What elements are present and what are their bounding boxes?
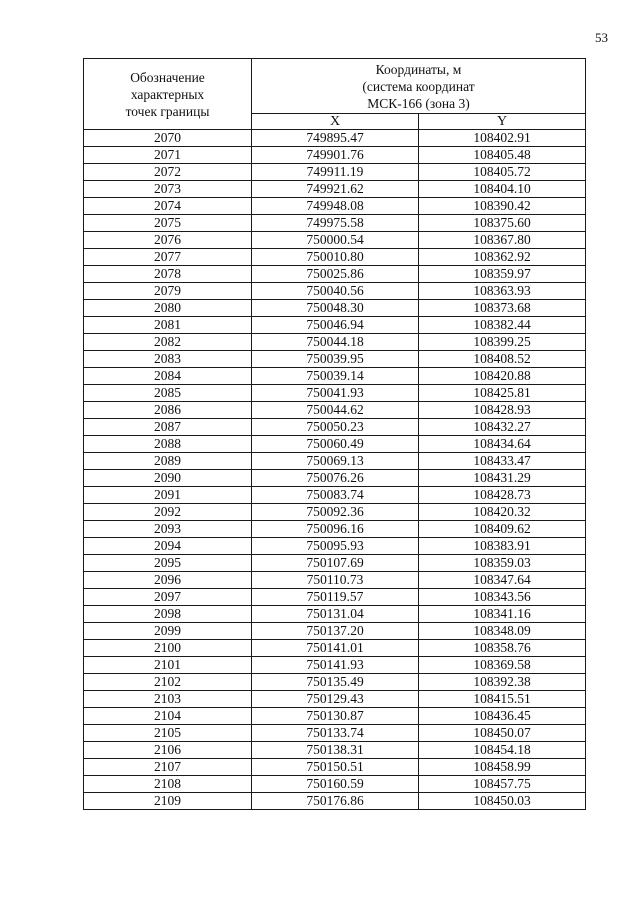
y-coordinate-cell: 108408.52 [419,351,586,368]
point-number-cell: 2097 [84,589,252,606]
point-number-cell: 2092 [84,504,252,521]
table-row [84,351,586,368]
point-number-cell: 2086 [84,402,252,419]
coordinates-table [83,58,586,810]
x-coordinate-cell: 750039.14 [252,368,419,385]
table-row [84,300,586,317]
y-coordinate-cell: 108367.80 [419,232,586,249]
x-coordinate-cell: 750110.73 [252,572,419,589]
point-number-cell: 2070 [84,130,252,147]
table-row [84,555,586,572]
y-coordinate-cell: 108404.10 [419,181,586,198]
y-coordinate-cell: 108457.75 [419,776,586,793]
y-coordinate-cell: 108450.03 [419,793,586,810]
point-number-cell: 2083 [84,351,252,368]
designation-header-line: точек границы [125,103,210,119]
x-coordinate-cell: 750069.13 [252,453,419,470]
x-coordinate-cell: 750000.54 [252,232,419,249]
point-number-cell: 2075 [84,215,252,232]
page-number: 53 [595,30,608,45]
y-coordinate-cell: 108420.88 [419,368,586,385]
y-coordinate-cell: 108390.42 [419,198,586,215]
point-number-cell: 2102 [84,674,252,691]
point-number-cell: 2106 [84,742,252,759]
y-coordinate-cell: 108348.09 [419,623,586,640]
point-number-cell: 2084 [84,368,252,385]
coordinates-header [252,59,586,114]
x-coordinate-cell: 750130.87 [252,708,419,725]
table-row [84,589,586,606]
x-coordinate-cell: 750150.51 [252,759,419,776]
table-row [84,453,586,470]
table-row [84,487,586,504]
table-row [84,164,586,181]
y-coordinate-cell: 108347.64 [419,572,586,589]
table-row [84,283,586,300]
table-row [84,317,586,334]
x-coordinate-cell: 750048.30 [252,300,419,317]
y-coordinate-cell: 108428.73 [419,487,586,504]
x-coordinate-cell: 750025.86 [252,266,419,283]
x-coordinate-cell: 749901.76 [252,147,419,164]
designation-header-line: характерных [130,86,205,102]
point-number-cell: 2073 [84,181,252,198]
point-number-cell: 2109 [84,793,252,810]
x-coordinate-cell: 750176.86 [252,793,419,810]
x-coordinate-cell: 750131.04 [252,606,419,623]
x-coordinate-cell: 749911.19 [252,164,419,181]
y-coordinate-cell: 108450.07 [419,725,586,742]
point-number-cell: 2101 [84,657,252,674]
y-coordinate-cell: 108383.91 [419,538,586,555]
point-number-cell: 2088 [84,436,252,453]
table-row [84,249,586,266]
table-row [84,147,586,164]
x-coordinate-cell: 750119.57 [252,589,419,606]
x-coordinate-cell: 749975.58 [252,215,419,232]
x-coordinate-cell: 750092.36 [252,504,419,521]
x-coordinate-cell: 750050.23 [252,419,419,436]
x-coordinate-cell: 750083.74 [252,487,419,504]
table-row [84,538,586,555]
table-row [84,470,586,487]
table-row [84,640,586,657]
table-row [84,419,586,436]
point-number-cell: 2094 [84,538,252,555]
y-column-header: Y [419,114,586,130]
y-coordinate-cell: 108359.03 [419,555,586,572]
point-number-cell: 2080 [84,300,252,317]
x-coordinate-cell: 750076.26 [252,470,419,487]
table-row [84,674,586,691]
x-coordinate-cell: 750046.94 [252,317,419,334]
coordinates-header-line: МСК-166 (зона 3) [367,95,470,111]
x-column-header: X [252,114,419,130]
y-coordinate-cell: 108405.48 [419,147,586,164]
point-number-cell: 2081 [84,317,252,334]
y-coordinate-cell: 108359.97 [419,266,586,283]
table-body [84,130,586,810]
point-number-cell: 2096 [84,572,252,589]
point-number-cell: 2105 [84,725,252,742]
y-coordinate-cell: 108458.99 [419,759,586,776]
x-coordinate-cell: 750039.95 [252,351,419,368]
point-number-cell: 2085 [84,385,252,402]
table-row [84,368,586,385]
table-row [84,708,586,725]
y-coordinate-cell: 108382.44 [419,317,586,334]
y-coordinate-cell: 108434.64 [419,436,586,453]
x-coordinate-cell: 750010.80 [252,249,419,266]
x-coordinate-cell: 750141.93 [252,657,419,674]
x-coordinate-cell: 749895.47 [252,130,419,147]
point-number-cell: 2079 [84,283,252,300]
x-coordinate-cell: 750096.16 [252,521,419,538]
y-coordinate-cell: 108375.60 [419,215,586,232]
point-number-cell: 2087 [84,419,252,436]
y-coordinate-cell: 108409.62 [419,521,586,538]
x-coordinate-cell: 750133.74 [252,725,419,742]
point-number-cell: 2093 [84,521,252,538]
point-number-cell: 2108 [84,776,252,793]
x-coordinate-cell: 750137.20 [252,623,419,640]
y-coordinate-cell: 108431.29 [419,470,586,487]
point-number-cell: 2076 [84,232,252,249]
point-number-cell: 2103 [84,691,252,708]
table-row [84,793,586,810]
point-number-cell: 2077 [84,249,252,266]
y-coordinate-cell: 108343.56 [419,589,586,606]
y-coordinate-cell: 108402.91 [419,130,586,147]
x-coordinate-cell: 749921.62 [252,181,419,198]
x-coordinate-cell: 750107.69 [252,555,419,572]
table-row [84,572,586,589]
x-coordinate-cell: 750138.31 [252,742,419,759]
point-number-cell: 2104 [84,708,252,725]
y-coordinate-cell: 108341.16 [419,606,586,623]
y-coordinate-cell: 108399.25 [419,334,586,351]
y-coordinate-cell: 108420.32 [419,504,586,521]
point-number-cell: 2082 [84,334,252,351]
table-row [84,521,586,538]
table-row [84,504,586,521]
y-coordinate-cell: 108432.27 [419,419,586,436]
point-number-cell: 2090 [84,470,252,487]
point-number-cell: 2098 [84,606,252,623]
y-coordinate-cell: 108369.58 [419,657,586,674]
y-coordinate-cell: 108373.68 [419,300,586,317]
y-coordinate-cell: 108358.76 [419,640,586,657]
table-row [84,776,586,793]
point-number-cell: 2107 [84,759,252,776]
table-row [84,759,586,776]
y-coordinate-cell: 108392.38 [419,674,586,691]
y-coordinate-cell: 108433.47 [419,453,586,470]
table-row [84,436,586,453]
y-coordinate-cell: 108405.72 [419,164,586,181]
point-number-cell: 2089 [84,453,252,470]
point-number-cell: 2074 [84,198,252,215]
x-coordinate-cell: 750095.93 [252,538,419,555]
y-coordinate-cell: 108428.93 [419,402,586,419]
designation-header [84,59,252,130]
x-coordinate-cell: 750060.49 [252,436,419,453]
table-row [84,623,586,640]
x-coordinate-cell: 750041.93 [252,385,419,402]
table-row [84,742,586,759]
point-number-cell: 2099 [84,623,252,640]
x-coordinate-cell: 750044.18 [252,334,419,351]
table-row [84,385,586,402]
y-coordinate-cell: 108436.45 [419,708,586,725]
point-number-cell: 2100 [84,640,252,657]
x-coordinate-cell: 750135.49 [252,674,419,691]
y-coordinate-cell: 108362.92 [419,249,586,266]
point-number-cell: 2071 [84,147,252,164]
coordinates-header-line: (система координат [362,78,475,94]
table-row [84,232,586,249]
x-coordinate-cell: 750160.59 [252,776,419,793]
table-row [84,606,586,623]
designation-header-line: Обозначение [130,69,205,85]
y-coordinate-cell: 108425.81 [419,385,586,402]
table-row [84,725,586,742]
y-coordinate-cell: 108415.51 [419,691,586,708]
table-row [84,198,586,215]
point-number-cell: 2095 [84,555,252,572]
point-number-cell: 2091 [84,487,252,504]
y-coordinate-cell: 108454.18 [419,742,586,759]
table-row [84,691,586,708]
table-row [84,181,586,198]
point-number-cell: 2078 [84,266,252,283]
table-row [84,402,586,419]
x-coordinate-cell: 750044.62 [252,402,419,419]
table-row [84,130,586,147]
table-row [84,266,586,283]
coordinates-header-line: Координаты, м [375,61,462,77]
x-coordinate-cell: 750141.01 [252,640,419,657]
x-coordinate-cell: 750040.56 [252,283,419,300]
y-coordinate-cell: 108363.93 [419,283,586,300]
table-row [84,334,586,351]
x-coordinate-cell: 749948.08 [252,198,419,215]
table-row [84,215,586,232]
table-row [84,657,586,674]
point-number-cell: 2072 [84,164,252,181]
x-coordinate-cell: 750129.43 [252,691,419,708]
